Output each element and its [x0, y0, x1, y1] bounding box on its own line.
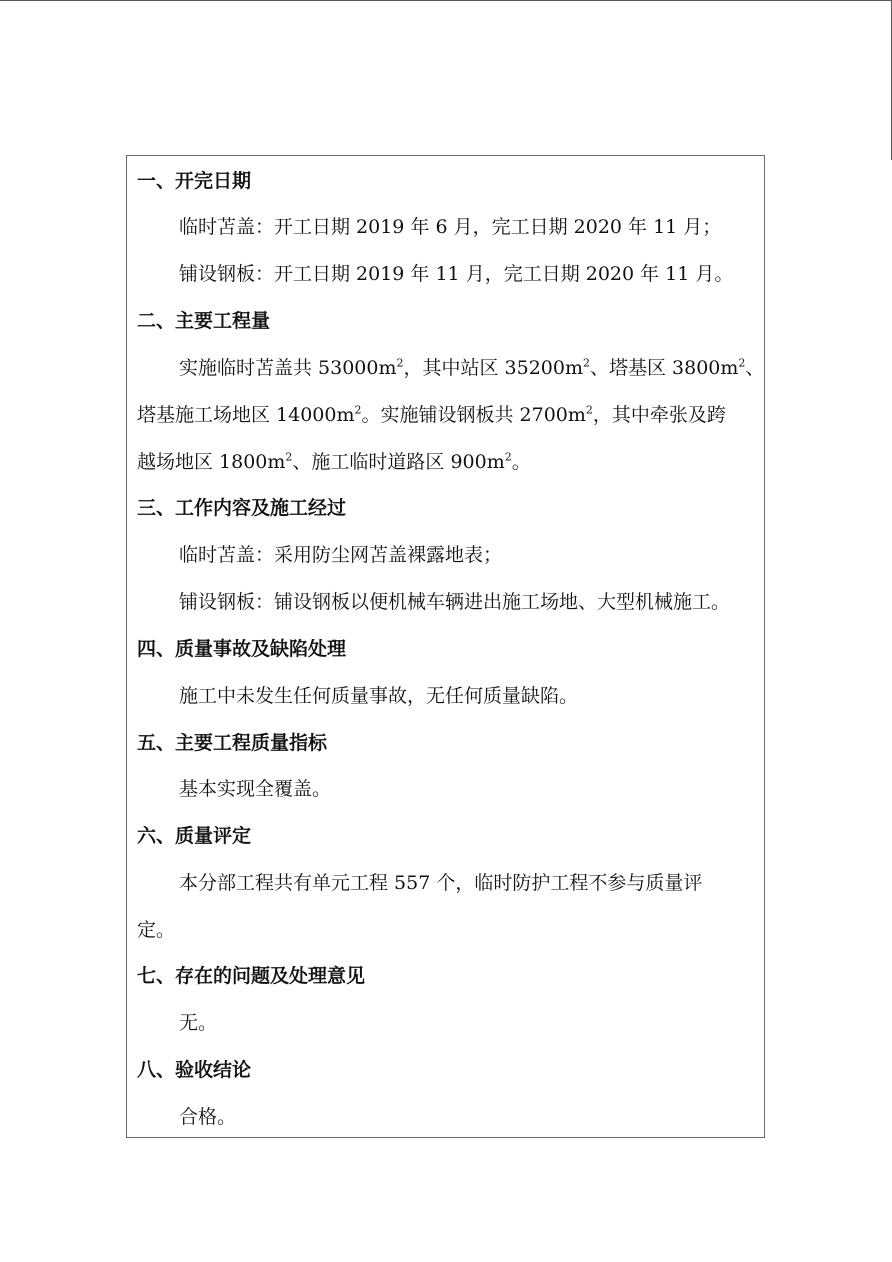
paragraph-quality-indicators: 基本实现全覆盖。 — [179, 778, 332, 800]
document-form-box — [126, 155, 765, 1138]
paragraph-quality-accidents: 施工中未发生任何质量事故，无任何质量缺陷。 — [179, 685, 579, 707]
paragraph-steel-plate-method: 铺设钢板：铺设钢板以便机械车辆进出施工场地、大型机械施工。 — [179, 591, 731, 613]
paragraph-quality-rating-line-1: 本分部工程共有单元工程 557 个，临时防护工程不参与质量评 — [179, 872, 703, 894]
paragraph-quantities-line-3: 越场地区 $1800m^2$、施工临时道路区 $900m^2$。 — [137, 450, 531, 473]
paragraph-temporary-cover-dates: 临时苫盖：开工日期 2019 年 6 月，完工日期 2020 年 11 月； — [179, 216, 722, 238]
section-heading-quality-accidents: 四、质量事故及缺陷处理 — [137, 638, 347, 660]
section-heading-work-content: 三、工作内容及施工经过 — [137, 497, 347, 519]
paragraph-conclusion: 合格。 — [179, 1106, 237, 1128]
paragraph-temporary-cover-method: 临时苫盖：采用防尘网苫盖裸露地表； — [179, 544, 503, 566]
paragraph-quantities-line-2: 塔基施工场地区 $14000m^2$。实施铺设钢板共 $2700m^2$，其中牵张及跨 — [137, 403, 726, 426]
paragraph-issues: 无。 — [179, 1012, 218, 1034]
section-heading-main-quantities: 二、主要工程量 — [137, 310, 271, 332]
section-heading-quality-indicators: 五、主要工程质量指标 — [137, 732, 328, 754]
paragraph-quantities-line-1: 实施临时苫盖共 $53000m^2$，其中站区 $35200m^2$、塔基区 $3800m^2$、 — [179, 356, 765, 379]
section-heading-quality-rating: 六、质量评定 — [137, 825, 252, 847]
section-heading-start-end-dates: 一、开完日期 — [137, 170, 252, 192]
section-heading-issues: 七、存在的问题及处理意见 — [137, 965, 366, 987]
page-top-rule — [0, 0, 892, 1]
paragraph-quality-rating-line-2: 定。 — [137, 919, 176, 941]
section-heading-conclusion: 八、验收结论 — [137, 1059, 252, 1081]
paragraph-steel-plate-dates: 铺设钢板：开工日期 2019 年 11 月，完工日期 2020 年 11 月。 — [179, 263, 734, 285]
